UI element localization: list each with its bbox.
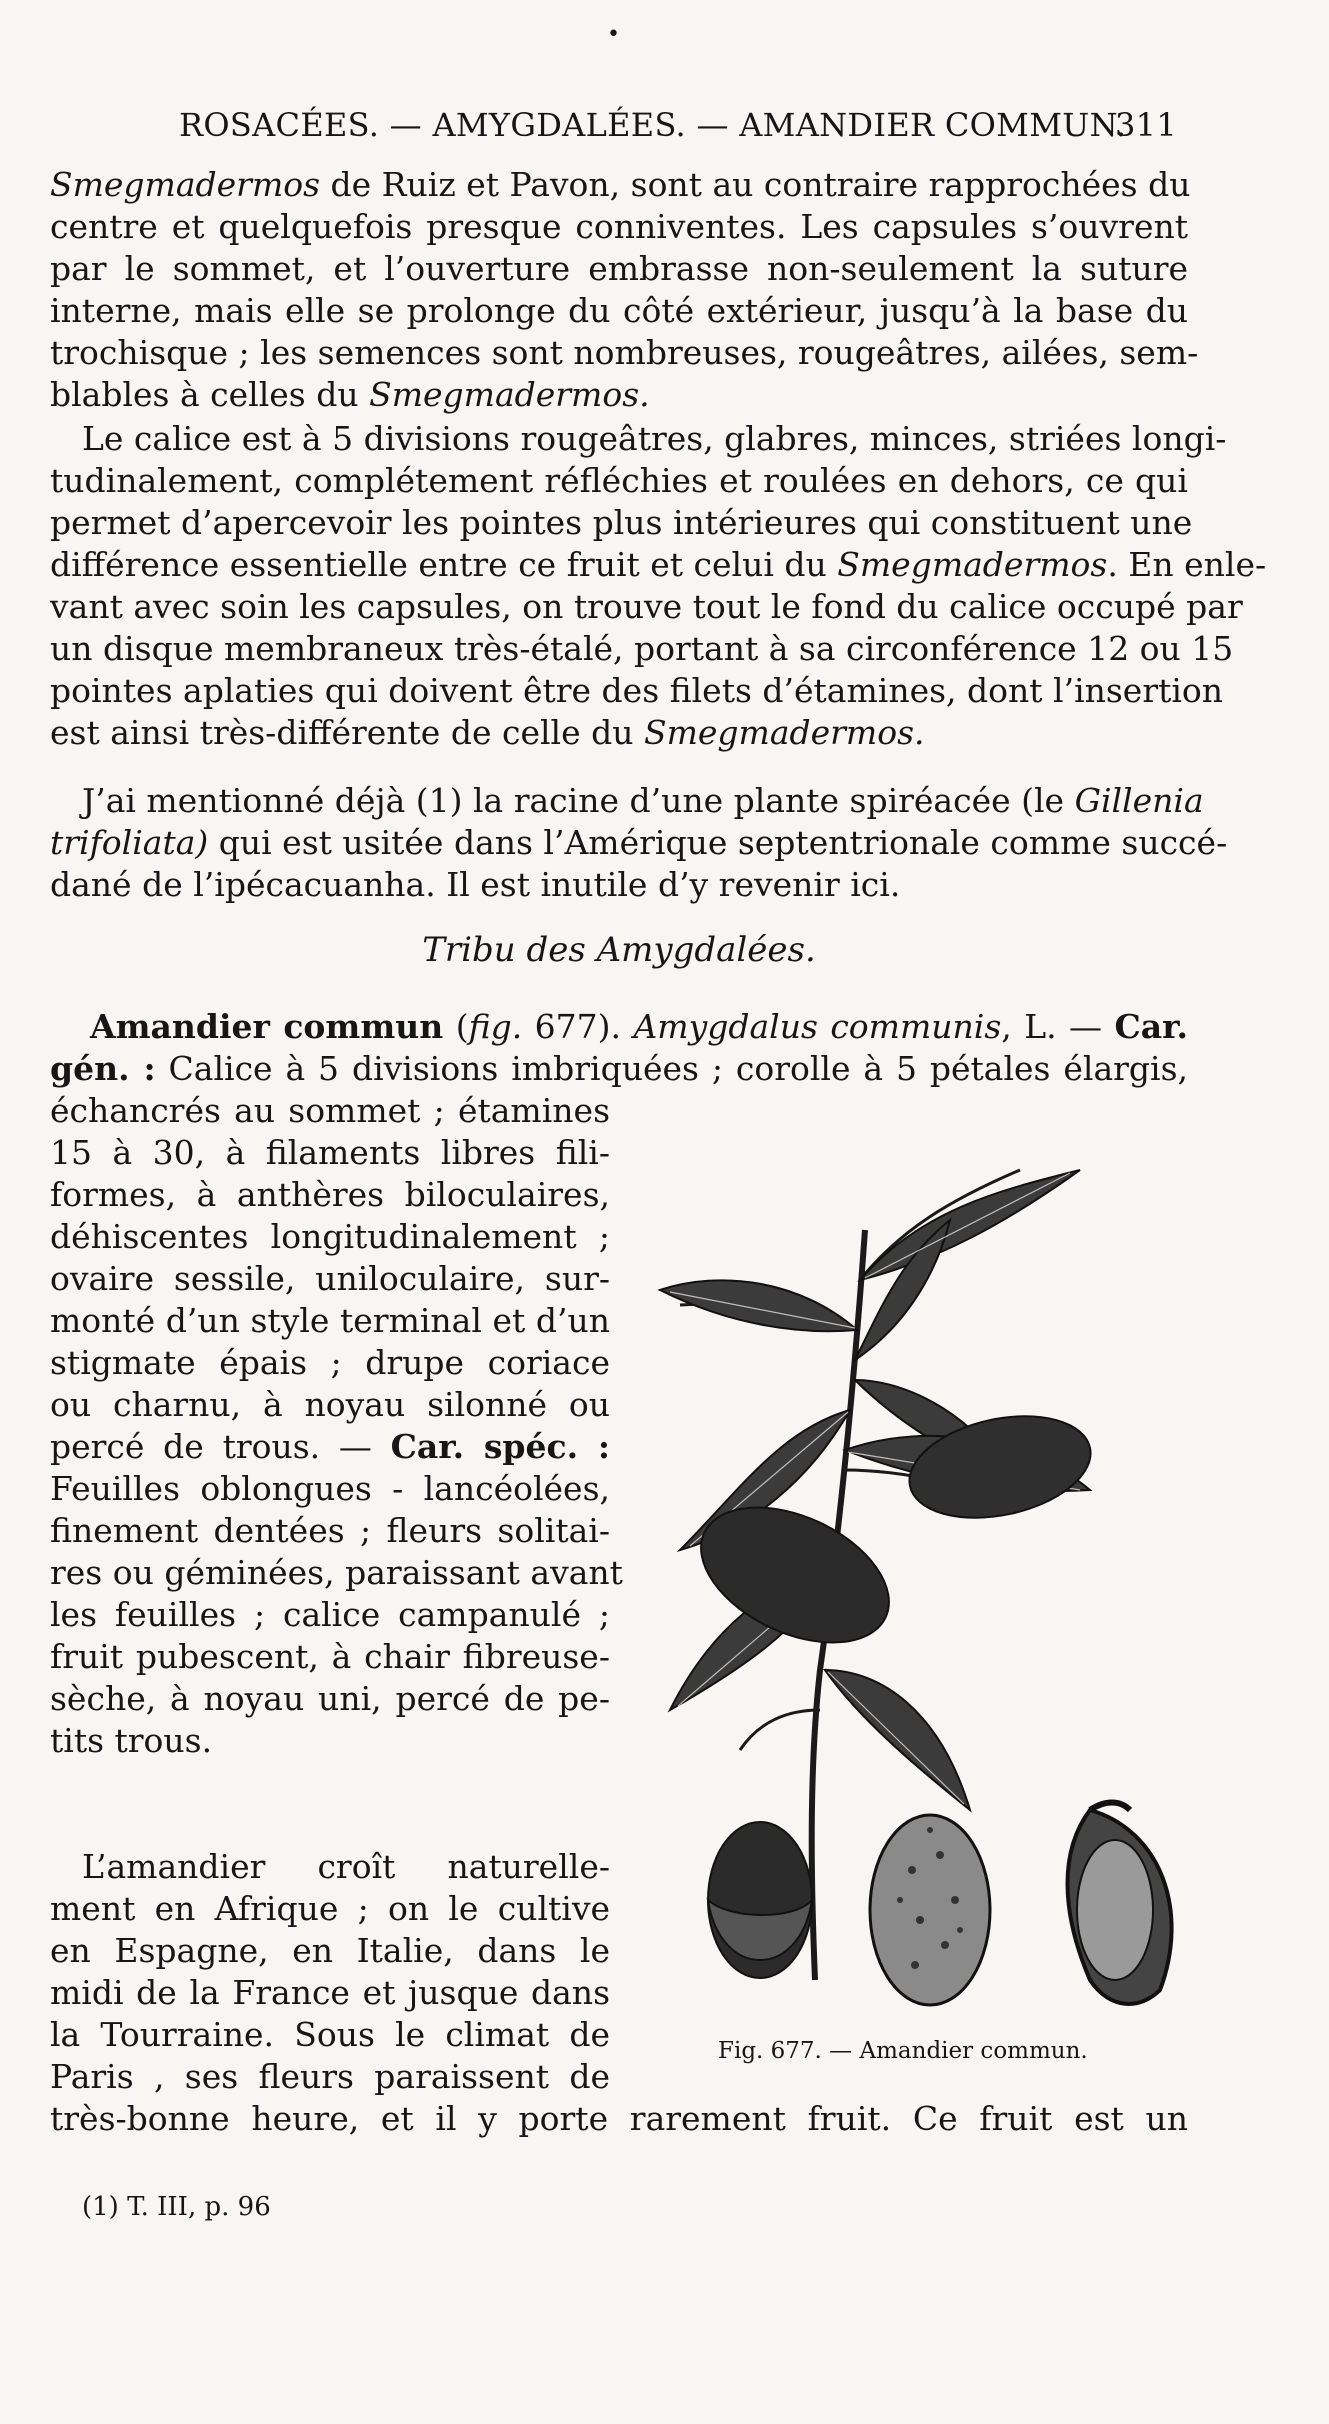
text-line [50, 1426, 610, 1468]
text-line [50, 822, 1228, 864]
text-span: J’ai mentionné déjà (1) la racine d’une plante spiréacée (le [82, 781, 1075, 820]
text-line: par le sommet, et l’ouverture embrasse non-seulement la suture [50, 249, 1188, 288]
text-line: centre et quelquefois presque conniventes. Les capsules s’ouvrent [50, 207, 1188, 246]
character-label: Car. spéc. : [390, 1427, 610, 1466]
header-title: ROSACÉES. — AMYGDALÉES. — AMANDIER COMMUN. [179, 106, 1127, 144]
text-line: ment en Afrique ; on le cultive [50, 1889, 610, 1928]
paragraph-2-body [50, 460, 1267, 754]
text-span: ( [443, 1007, 469, 1046]
paragraph-4-column [50, 1090, 623, 1762]
paragraph-5-column [50, 1888, 610, 2098]
paragraph-3 [82, 780, 1204, 822]
text-line: midi de la France et jusque dans [50, 1973, 610, 2012]
text-line: ovaire sessile, uniloculaire, sur- [50, 1259, 610, 1298]
text-line: déhiscentes longitudinalement ; [50, 1217, 610, 1256]
text-line [50, 164, 1191, 206]
latin-name: Amygdalus communis [633, 1007, 1002, 1046]
text-span: percé de trous. — [50, 1427, 391, 1466]
paragraph-5-last [50, 2098, 1188, 2140]
text-line: en Espagne, en Italie, dans le [50, 1931, 610, 1970]
taxon-name: trifoliata) [50, 823, 209, 862]
text-line [50, 374, 1188, 416]
text-span: est ainsi très-différente de celle du [50, 713, 644, 752]
text-line: 15 à 30, à filaments libres fili- [50, 1133, 610, 1172]
text-line: interne, mais elle se prolonge du côté extérieur, jusqu’à la base du [50, 291, 1188, 330]
text-line: L’amandier croît naturelle- [82, 1847, 610, 1886]
almond-branch-illustration [650, 1110, 1210, 2050]
text-line [50, 544, 1267, 586]
detail-fruits [708, 1803, 1172, 2006]
almond-shell [870, 1815, 990, 2005]
taxon-name: Smegmadermos. [643, 713, 925, 752]
paragraph-5-first [82, 1846, 610, 1888]
text-line: Feuilles oblongues - lancéolées, [50, 1469, 610, 1508]
text-line: pointes aplaties qui doivent être des filets d’étamines, dont l’insertion [50, 671, 1224, 710]
text-line: un disque membraneux très-étalé, portant à sa circonférence 12 ou 15 [50, 629, 1234, 668]
text-span: de Ruiz et Pavon, sont au contraire rapprochées du [320, 165, 1191, 204]
text-line: fruit pubescent, à chair fibreuse- [50, 1637, 610, 1676]
text-line: monté d’un style terminal et d’un [50, 1301, 610, 1340]
fruit-stalk [1090, 1803, 1130, 1811]
taxon-name: Smegmadermos. [369, 375, 650, 414]
text-line: vant avec soin les capsules, on trouve tout le fond du calice occupé par [50, 587, 1243, 626]
text-line [90, 1006, 1188, 1048]
text-line: Paris , ses fleurs paraissent de [50, 2057, 610, 2096]
text-span: 677). [522, 1007, 634, 1046]
text-span: Calice à 5 divisions imbriquées ; corolle à 5 pétales élargis, [155, 1049, 1188, 1088]
text-line: dané de l’ipécacuanha. Il est inutile d’y revenir ici. [50, 865, 901, 904]
text-span: . En enle- [1107, 545, 1267, 584]
text-line [50, 712, 1188, 754]
text-span: qui est usitée dans l’Amérique septentrionale comme succé- [208, 823, 1228, 862]
text-line [50, 1048, 1188, 1090]
taxon-name: Smegmadermos [50, 165, 321, 204]
text-line: tits trous. [50, 1721, 213, 1760]
text-span: différence essentielle entre ce fruit et celui du [50, 545, 838, 584]
top-mark: • [607, 22, 620, 47]
text-line: la Tourraine. Sous le climat de [50, 2015, 610, 2054]
paragraph-2 [82, 418, 1227, 460]
page-number: 311 [1115, 106, 1177, 144]
taxon-name: Smegmadermos [837, 545, 1108, 584]
text-line: res ou géminées, paraissant avant [50, 1553, 623, 1592]
running-header [175, 106, 1185, 150]
species-heading-line [90, 1006, 1188, 1048]
almond-seed [1077, 1840, 1153, 1980]
paragraph-1 [50, 164, 1199, 416]
paragraph-4-line-2 [50, 1048, 1188, 1090]
text-line: Le calice est à 5 divisions rougeâtres, glabres, minces, striées longi- [82, 419, 1227, 458]
text-line: permet d’apercevoir les pointes plus intérieures qui constituent une [50, 503, 1193, 542]
taxon-name: Gillenia [1074, 781, 1204, 820]
character-label: Car. [1114, 1007, 1188, 1046]
text-line: échancrés au sommet ; étamines [50, 1091, 610, 1130]
text-line: très-bonne heure, et il y porte rarement fruit. Ce fruit est un [50, 2099, 1188, 2138]
character-label: gén. : [50, 1049, 156, 1088]
text-line: ou charnu, à noyau silonné ou [50, 1385, 610, 1424]
text-span: blables à celles du [50, 375, 370, 414]
text-line: sèche, à noyau uni, percé de pe- [50, 1679, 610, 1718]
text-span: fig. [468, 1007, 523, 1046]
figure-caption: Fig. 677. — Amandier commun. [718, 2038, 1088, 2064]
text-line: tudinalement, complétement réfléchies et roulées en dehors, ce qui [50, 461, 1188, 500]
text-line: trochisque ; les semences sont nombreuses, rougeâtres, ailées, sem- [50, 333, 1199, 372]
section-title: Tribu des Amygdalées. [422, 930, 816, 970]
text-line: les feuilles ; calice campanulé ; [50, 1595, 610, 1634]
footnote: (1) T. III, p. 96 [82, 2192, 271, 2222]
species-name: Amandier commun [90, 1007, 444, 1046]
text-line: stigmate épais ; drupe coriace [50, 1343, 610, 1382]
text-span: , L. — [1001, 1007, 1115, 1046]
text-line: formes, à anthères biloculaires, [50, 1175, 610, 1214]
text-line: finement dentées ; fleurs solitai- [50, 1511, 610, 1550]
paragraph-3-body [50, 822, 1228, 906]
text-line [82, 780, 1204, 822]
